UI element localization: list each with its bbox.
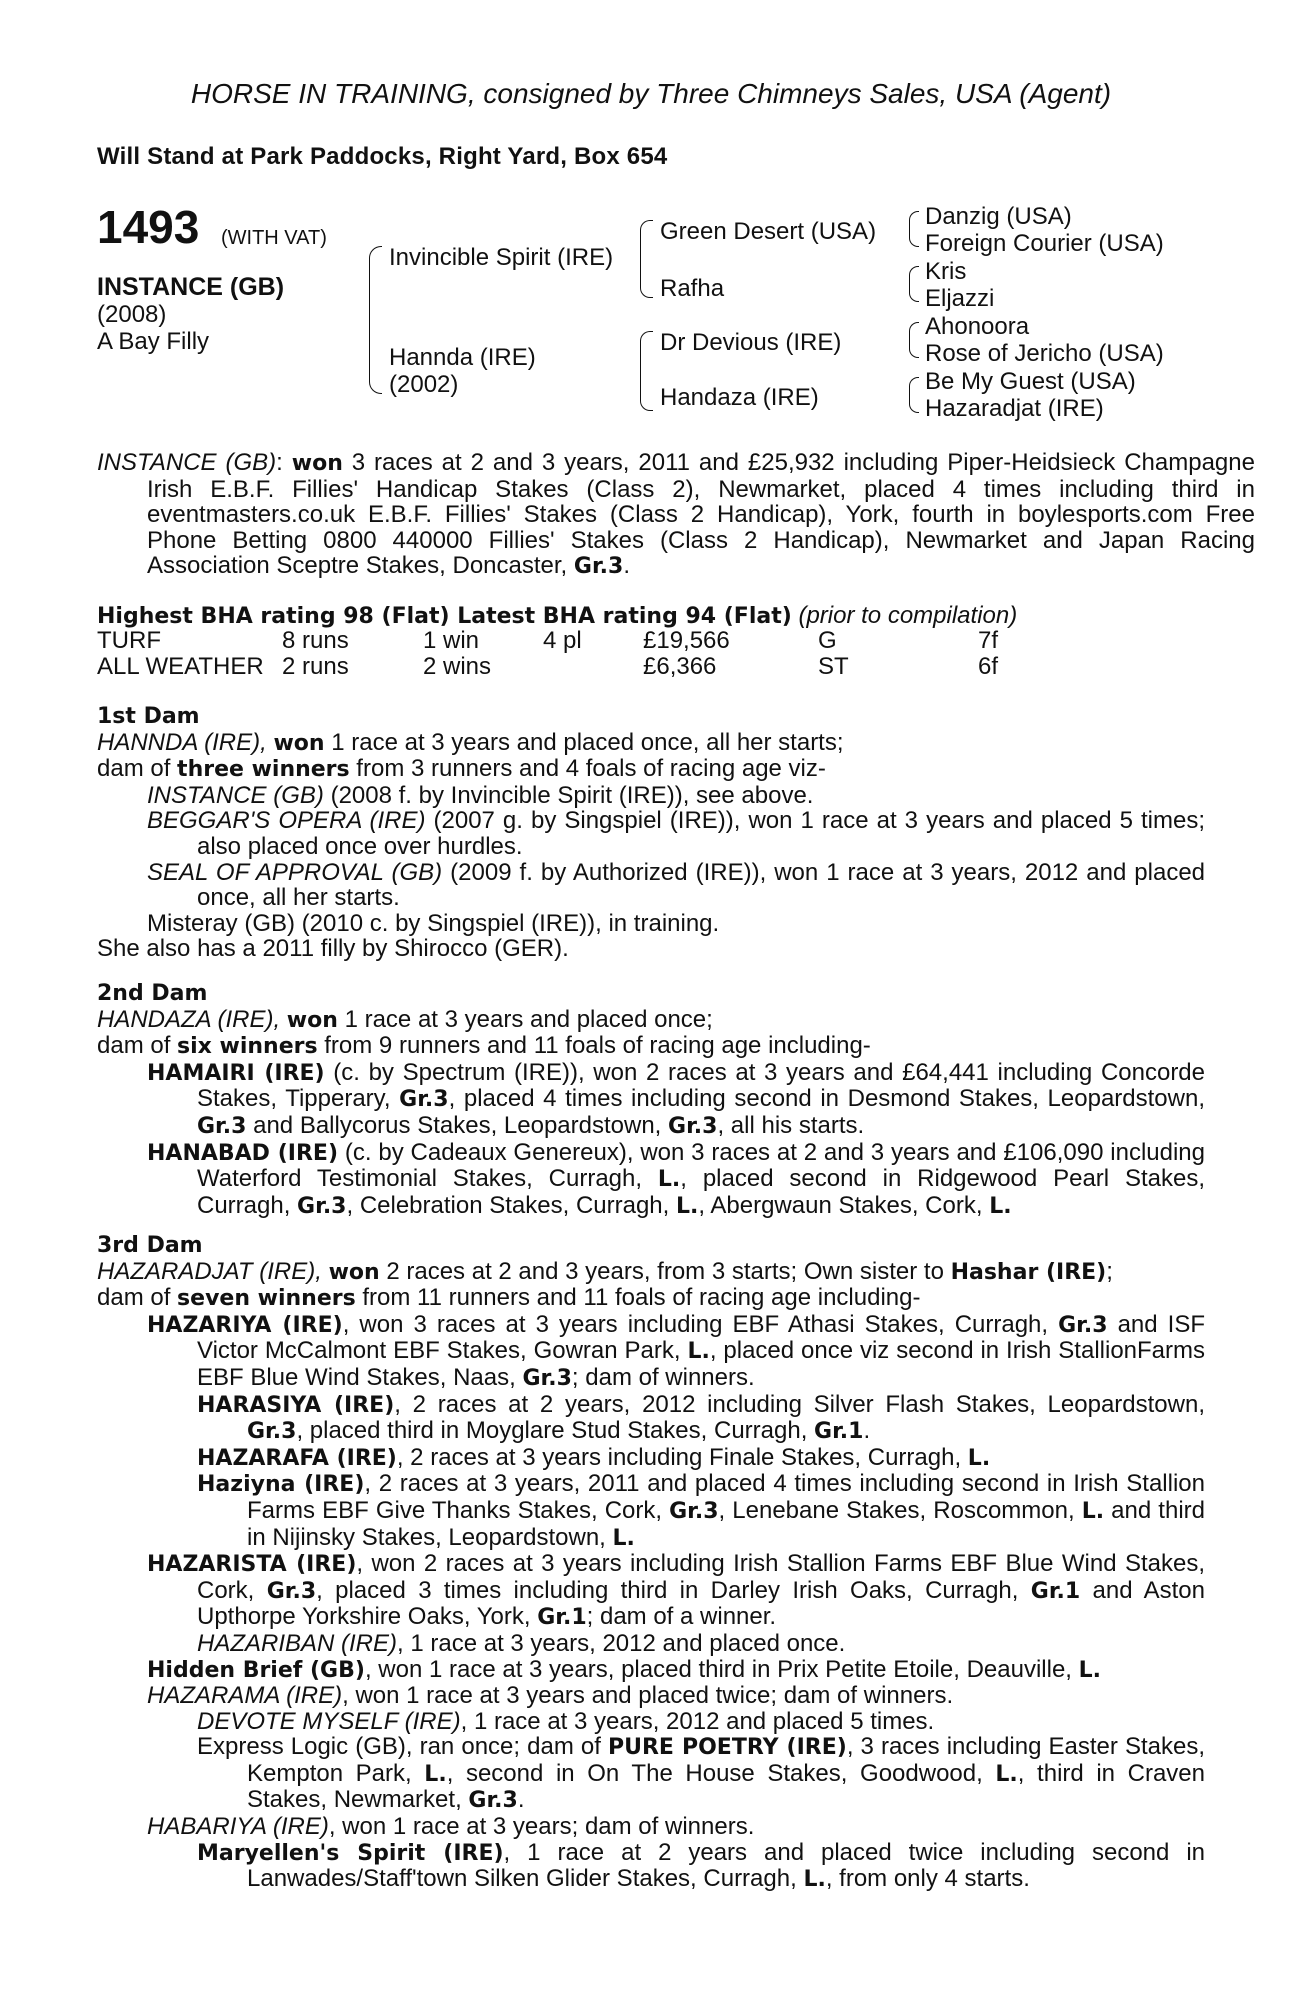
- first-dam-section: [97, 704, 1205, 962]
- pedigree-dam: Hannda (IRE): [389, 344, 536, 371]
- produce-name: PURE POETRY (IRE): [607, 1735, 847, 1761]
- pedigree-bracket-sd: [909, 266, 919, 302]
- produce-item: [147, 1312, 1205, 1392]
- produce-item: [147, 1551, 1205, 1631]
- stats-money: £6,366: [643, 652, 717, 680]
- produce-name: Maryellen's Spirit (IRE): [197, 1840, 504, 1866]
- produce-detail: and Aston Upthorpe Yorkshire Oaks, York,: [197, 1576, 1205, 1631]
- pedigree-dsd: Rose of Jericho (USA): [925, 340, 1164, 367]
- produce-name: SEAL OF APPROVAL (GB): [147, 858, 443, 886]
- produce-item: [197, 1471, 1205, 1551]
- produce-item: [147, 1060, 1205, 1140]
- third-dam-section: [97, 1233, 1205, 1893]
- pedigree-bracket-sire: [640, 220, 653, 298]
- grade-label: Gr.3: [197, 1113, 247, 1139]
- stats-wins: 2 wins: [423, 652, 492, 680]
- grade-label: L.: [967, 1445, 991, 1471]
- produce-name: HABARIYA (IRE): [147, 1813, 329, 1841]
- punctuation: ;: [1106, 1257, 1113, 1285]
- winners-count: seven winners: [177, 1286, 356, 1312]
- grade-label: Gr.1: [1030, 1578, 1081, 1604]
- stats-money: £19,566: [643, 627, 730, 654]
- stats-placed: [543, 654, 643, 680]
- winners-count: three winners: [177, 757, 350, 783]
- produce-item: [147, 808, 1205, 859]
- produce-detail: (2008 f. by Invincible Spirit (IRE)), see above.: [323, 781, 814, 809]
- won-label: won: [286, 1007, 338, 1033]
- produce-detail: and ISF Victor McCalmont EBF Stakes, Gowran Park,: [197, 1310, 1205, 1365]
- stats-surface: TURF: [97, 627, 161, 654]
- grade-label: Gr.3: [668, 1113, 718, 1139]
- summary-end: .: [623, 552, 630, 580]
- sister-name: Hashar (IRE): [950, 1259, 1107, 1285]
- produce-item: [197, 1734, 1205, 1814]
- produce-detail: , 2 races at 3 years, 2011 and placed 4 times including second in Irish Stallion Farms EBF Give Thanks Stakes, Cork,: [247, 1470, 1205, 1524]
- rating-label: Highest BHA rating 98 (Flat) Latest BHA rating 94 (Flat): [97, 604, 792, 629]
- grade-label: Gr.3: [468, 1788, 518, 1814]
- stats-surface: ALL WEATHER: [97, 652, 264, 680]
- race-summary: INSTANCE (GB): won 3 races at 2 and 3 years, 2011 and £25,932 including Piper-Heidsieck Champagne Irish E.B.F. Fillies' Handicap Stakes (Class 2), Newmarket, placed 4 times including third in eventmasters.co.uk E.B.F. Fillies' Stakes (Class 2 Handicap), York, fourth in boylesports.com Free Phone Betting 0800 440000 Fillies' Stakes (Class 2 Handicap), Newmarket and Japan Racing Association Sceptre Stakes, Doncaster, Gr.3.: [97, 449, 1255, 580]
- second-dam-record: 1 race at 3 years and placed once;: [337, 1005, 713, 1033]
- produce-detail: , Abergwaun Stakes, Cork,: [698, 1191, 990, 1219]
- produce-item: [197, 1445, 1205, 1472]
- produce-item: [197, 1392, 1205, 1445]
- produce-detail: , won 1 race at 3 years; dam of winners.: [328, 1813, 755, 1841]
- grade-label: Gr.1: [814, 1419, 864, 1445]
- produce-name: HAMAIRI (IRE): [147, 1060, 325, 1086]
- produce-detail: , placed second in Ridgewood Pearl Stakes, Curragh,: [197, 1165, 1206, 1219]
- produce-name: HAZARIYA (IRE): [147, 1312, 343, 1338]
- third-dam-name: HAZARADJAT (IRE),: [97, 1257, 322, 1285]
- horse-description: A Bay Filly: [97, 328, 210, 355]
- produce-text: from 3 runners and 4 foals of racing age viz-: [349, 755, 826, 783]
- produce-detail: , 1 race at 3 years, 2012 and placed 5 times.: [460, 1707, 935, 1735]
- produce-detail: , placed third in Moyglare Stud Stakes, Curragh,: [296, 1417, 815, 1445]
- produce-name: HARASIYA (IRE): [197, 1392, 395, 1418]
- second-dam-heading: 2nd Dam: [97, 981, 208, 1006]
- grade-label: Gr.3: [297, 1193, 347, 1219]
- produce-detail: , all his starts.: [717, 1111, 865, 1139]
- stats-runs: 2 runs: [282, 652, 349, 680]
- grade-label: L.: [803, 1867, 826, 1893]
- pedigree-bracket-main: [369, 246, 382, 394]
- additional-produce-note: She also has a 2011 filly by Shirocco (GER).: [97, 935, 569, 963]
- produce-detail: ; dam of winners.: [571, 1363, 755, 1391]
- stats-going: ST: [818, 652, 849, 680]
- produce-detail: , third in Craven Stakes, Newmarket,: [247, 1759, 1206, 1814]
- won-label: won: [273, 730, 325, 756]
- grade-label: Gr.3: [247, 1419, 297, 1445]
- third-dam-record: 2 races at 2 and 3 years, from 3 starts; Own sister to: [379, 1257, 951, 1285]
- produce-item: [197, 1631, 1205, 1657]
- produce-detail: , Lenebane Stakes, Roscommon,: [718, 1496, 1082, 1524]
- produce-item: [147, 1814, 1205, 1840]
- pedigree-bracket-ds: [909, 322, 919, 358]
- second-dam-section: [97, 981, 1205, 1219]
- produce-detail: , 3 races including Easter Stakes, Kempton Park,: [247, 1733, 1205, 1787]
- produce-detail: (2007 g. by Singspiel (IRE)), won 1 race at 3 years and placed 5 times; also placed once over hurdles.: [197, 807, 1206, 860]
- produce-name: Haziyna (IRE): [197, 1472, 365, 1498]
- pedigree-sds: Kris: [925, 258, 967, 285]
- produce-detail: , Celebration Stakes, Curragh,: [346, 1191, 676, 1219]
- produce-item: [147, 783, 1205, 809]
- won-label: won: [291, 451, 343, 476]
- produce-item: [197, 1840, 1205, 1893]
- lot-number: 1493: [97, 201, 200, 253]
- produce-detail: , placed 4 times including second in Desmond Stakes, Leopardstown,: [448, 1085, 1205, 1113]
- grade-label: Gr.3: [1058, 1312, 1108, 1338]
- produce-detail: , from only 4 starts.: [825, 1865, 1030, 1893]
- produce-name: Hidden Brief (GB): [147, 1657, 365, 1683]
- pedigree-sss: Danzig (USA): [925, 203, 1072, 230]
- pedigree-sire-sire: Green Desert (USA): [660, 218, 877, 245]
- grade-label: L.: [424, 1761, 447, 1787]
- rating-line: [97, 603, 1205, 630]
- pedigree-ddd: Hazaradjat (IRE): [925, 395, 1104, 422]
- produce-detail: , 1 race at 3 years, 2012 and placed once.: [397, 1629, 846, 1657]
- grade-label: Gr.3: [522, 1365, 572, 1391]
- produce-detail: , won 1 race at 3 years and placed twice; dam of winners.: [342, 1682, 954, 1710]
- first-dam-name: HANNDA (IRE),: [97, 728, 267, 756]
- produce-detail: (2009 f. by Authorized (IRE)), won 1 race at 3 years, 2012 and placed once, all her starts.: [197, 858, 1206, 912]
- produce-detail: , won 2 races at 3 years including Irish Stallion Farms EBF Blue Wind Stakes, Cork,: [197, 1550, 1205, 1604]
- pedigree-dam-year: (2002): [389, 371, 459, 398]
- produce-detail: , won 1 race at 3 years, placed third in Prix Petite Etoile, Deauville,: [364, 1655, 1079, 1683]
- pedigree-bracket-ss: [909, 211, 919, 247]
- rating-note: (prior to compilation): [798, 602, 1018, 629]
- produce-name: DEVOTE MYSELF (IRE): [197, 1707, 461, 1735]
- grade-label: Gr.3: [399, 1087, 449, 1113]
- pedigree-sire: Invincible Spirit (IRE): [389, 244, 614, 271]
- produce-text: from 9 runners and 11 foals of racing age including-: [317, 1032, 871, 1060]
- produce-detail: (c. by Cadeaux Genereux), won 3 races at 2 and 3 years and £106,090 including Waterford Testimonial Stakes, Curragh,: [197, 1138, 1206, 1193]
- produce-name: HAZARIBAN (IRE): [197, 1629, 398, 1657]
- produce-item: [147, 1657, 1205, 1684]
- produce-item: Misteray (GB) (2010 c. by Singspiel (IRE)), in training.: [147, 909, 720, 937]
- pedigree-dam-sire: Dr Devious (IRE): [660, 329, 842, 356]
- produce-item: [147, 1140, 1205, 1220]
- produce-item: [147, 860, 1205, 911]
- produce-detail: , 2 races at 3 years including Finale Stakes, Curragh,: [396, 1443, 968, 1471]
- pedigree-bracket-dam: [640, 331, 653, 411]
- produce-detail: ; dam of a winner.: [586, 1603, 777, 1631]
- produce-intro: dam of: [97, 755, 178, 783]
- produce-item: [147, 1683, 1205, 1709]
- pedigree-bracket-dd: [909, 377, 919, 413]
- grade-label: L.: [657, 1167, 681, 1193]
- produce-detail: and Ballycorus Stakes, Leopardstown,: [246, 1111, 669, 1139]
- produce-item: [197, 1709, 1205, 1735]
- produce-text: from 11 runners and 11 foals of racing age including-: [355, 1284, 921, 1312]
- stats-placed: 4 pl: [543, 627, 582, 654]
- grade-label: L.: [612, 1525, 635, 1551]
- rating-stats: [97, 628, 1205, 679]
- third-dam-heading: 3rd Dam: [97, 1233, 203, 1258]
- stats-dist: 6f: [978, 652, 999, 680]
- pedigree-sdd: Eljazzi: [925, 285, 995, 312]
- stats-table: [97, 628, 1038, 679]
- grade-label: L.: [1078, 1657, 1102, 1683]
- horse-name: INSTANCE (GB): [97, 273, 285, 301]
- produce-intro: dam of: [97, 1284, 178, 1312]
- produce-name: INSTANCE (GB): [147, 781, 324, 809]
- pedigree-ssd: Foreign Courier (USA): [925, 230, 1164, 257]
- vat-note: (WITH VAT): [221, 227, 327, 249]
- produce-detail: and third in Nijinsky Stakes, Leopardstown,: [247, 1496, 1205, 1551]
- pedigree-dds: Be My Guest (USA): [925, 368, 1136, 395]
- produce-detail: , placed 3 times including third in Darley Irish Oaks, Curragh,: [316, 1576, 1031, 1604]
- grade-label: Gr.3: [573, 554, 624, 580]
- pedigree-dam-dam: Handaza (IRE): [660, 384, 819, 411]
- grade-label: L.: [995, 1761, 1018, 1787]
- produce-detail: , won 3 races at 3 years including EBF Athasi Stakes, Curragh,: [342, 1310, 1059, 1338]
- produce-name: HAZARISTA (IRE): [147, 1552, 357, 1578]
- stats-row: [97, 628, 1038, 654]
- produce-detail: , second in On The House Stakes, Goodwood,: [446, 1759, 996, 1787]
- page-header: HORSE IN TRAINING, consigned by Three Chimneys Sales, USA (Agent): [190, 78, 1112, 109]
- horse-year: (2008): [97, 301, 167, 328]
- summary-horse-name: INSTANCE (GB): [97, 449, 277, 476]
- summary-text: 3 races at 2 and 3 years, 2011 and £25,932 including Piper-Heidsieck Champagne Irish E.B.F. Fillies' Handicap Stakes (Class 2), Newmarket, placed 4 times including third in eventmasters.co.uk E.B.F. Fillies' Stakes (Class 2 Handicap), York, fourth in boylesports.com Free Phone Betting 0800 440000 Fillies' Stakes (Class 2 Handicap), Newmarket and Japan Racing Association Sceptre Stakes, Doncaster,: [147, 449, 1255, 580]
- stats-runs: 8 runs: [282, 627, 349, 654]
- stand-location: Will Stand at Park Paddocks, Right Yard, Box 654: [97, 143, 668, 170]
- produce-detail: (c. by Spectrum (IRE)), won 2 races at 3 years and £64,441 including Concorde Stakes, Tipperary,: [197, 1058, 1206, 1113]
- stats-wins: 1 win: [423, 627, 480, 654]
- produce-detail: .: [517, 1786, 525, 1814]
- grade-label: Gr.1: [537, 1605, 587, 1631]
- grade-label: Gr.3: [669, 1498, 719, 1524]
- winners-count: six winners: [177, 1034, 318, 1060]
- produce-detail: , 2 races at 2 years, 2012 including Silver Flash Stakes, Leopardstown,: [394, 1390, 1205, 1418]
- produce-name: HAZARAMA (IRE): [147, 1682, 343, 1710]
- won-label: won: [328, 1259, 380, 1285]
- grade-label: L.: [687, 1339, 710, 1365]
- pedigree-sire-dam: Rafha: [660, 275, 725, 302]
- stats-dist: 7f: [978, 627, 999, 654]
- produce-name: HAZARAFA (IRE): [197, 1445, 397, 1471]
- grade-label: L.: [675, 1193, 699, 1219]
- pedigree-dss: Ahonoora: [925, 313, 1030, 340]
- produce-detail: Express Logic (GB), ran once; dam of: [197, 1733, 608, 1761]
- produce-detail: , 1 race at 2 years and placed twice including second in Lanwades/Staff'town Silken Glider Stakes, Curragh,: [247, 1838, 1206, 1893]
- first-dam-heading: 1st Dam: [97, 704, 200, 729]
- grade-label: Gr.3: [266, 1578, 317, 1604]
- produce-detail: .: [863, 1417, 871, 1445]
- grade-label: L.: [989, 1193, 1012, 1219]
- produce-intro: dam of: [97, 1032, 178, 1060]
- first-dam-record: 1 race at 3 years and placed once, all her starts;: [324, 728, 844, 756]
- second-dam-name: HANDAZA (IRE),: [97, 1005, 281, 1033]
- produce-detail: , placed once viz second in Irish StallionFarms EBF Blue Wind Stakes, Naas,: [197, 1337, 1206, 1391]
- produce-name: HANABAD (IRE): [147, 1140, 339, 1166]
- stats-row: [97, 654, 1038, 680]
- grade-label: L.: [1081, 1498, 1105, 1524]
- produce-name: BEGGAR'S OPERA (IRE): [147, 807, 426, 835]
- stats-going: G: [818, 627, 837, 654]
